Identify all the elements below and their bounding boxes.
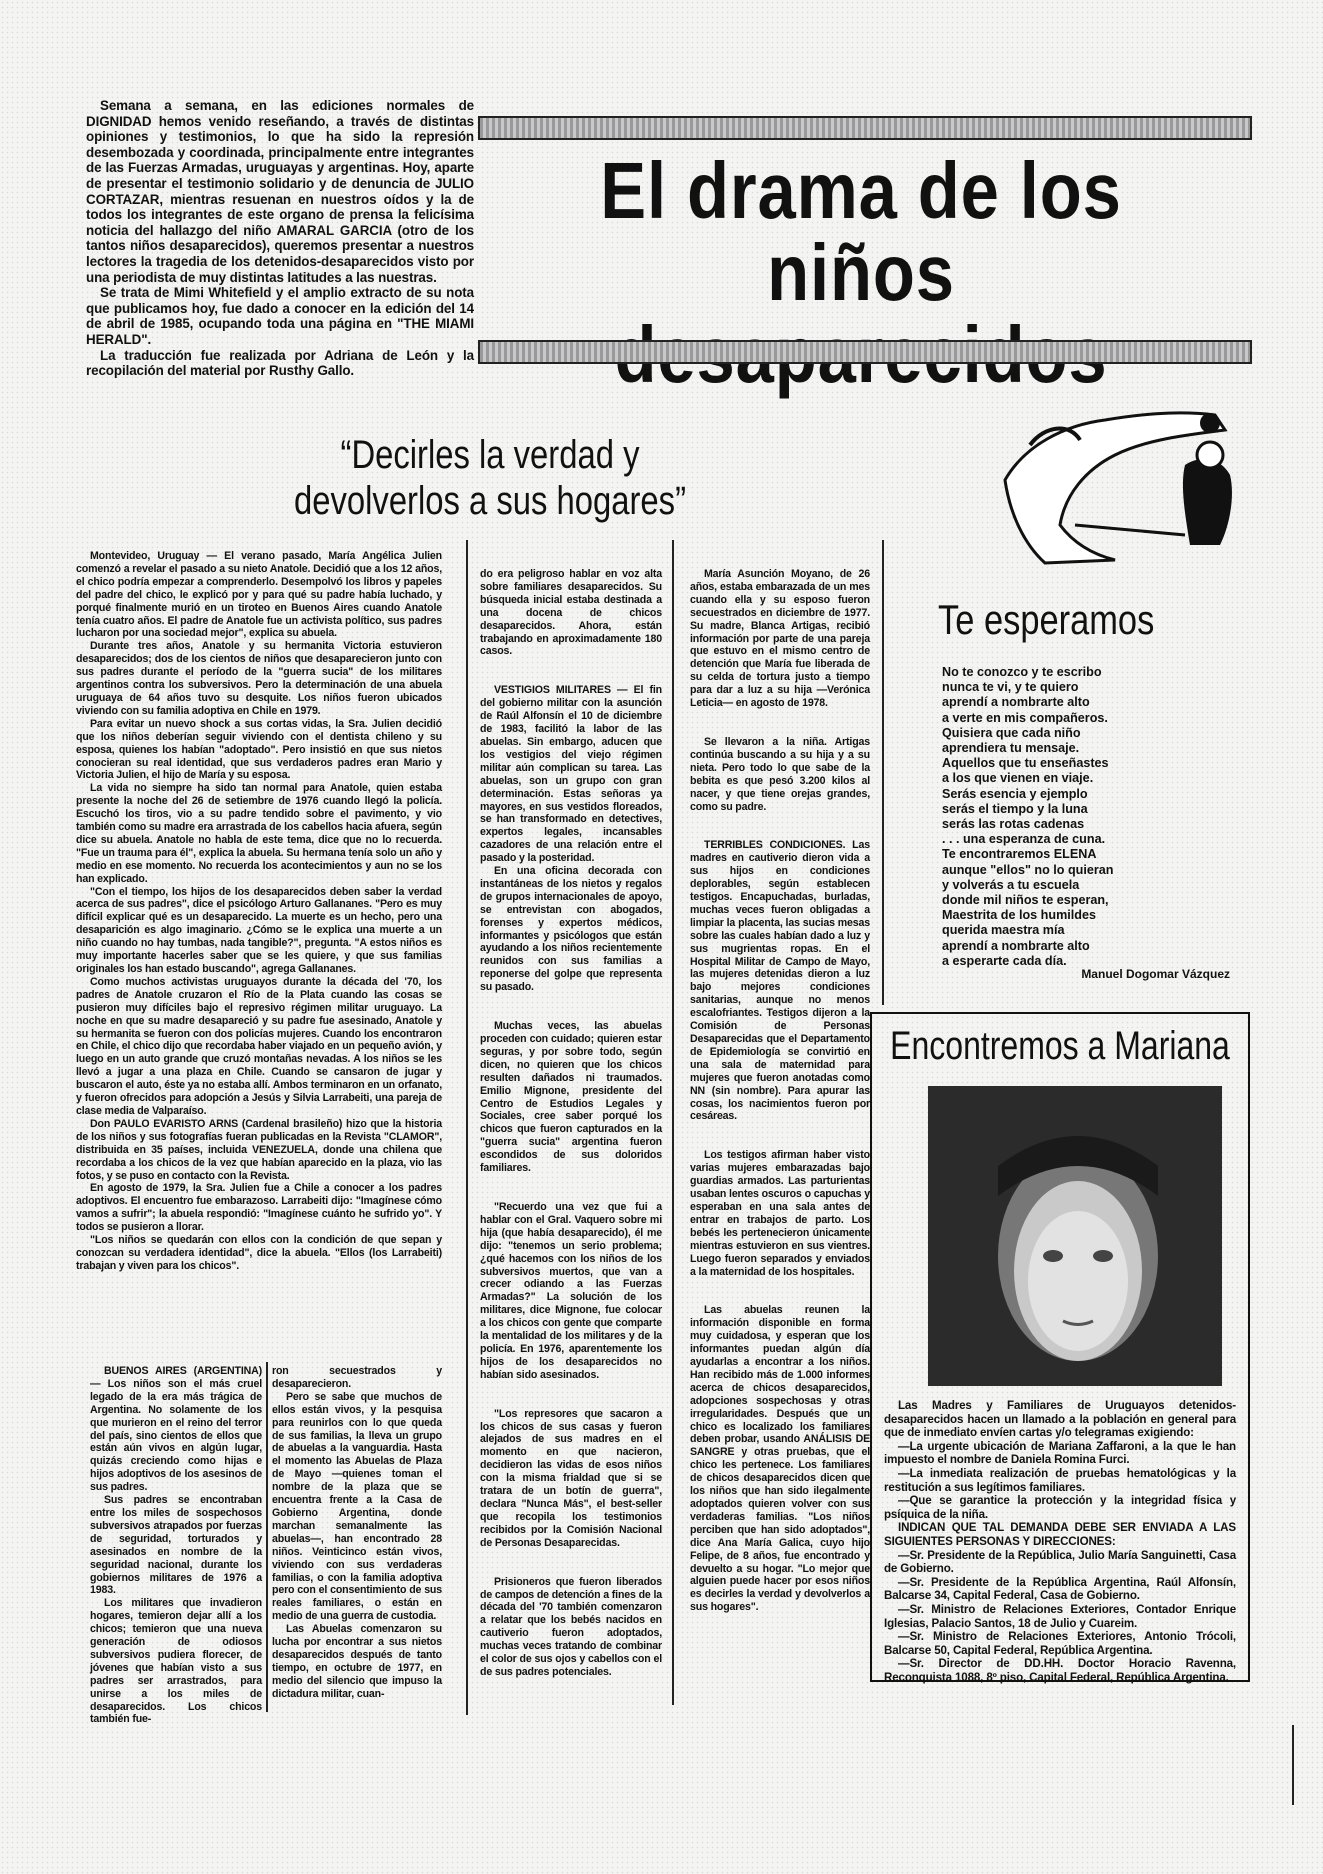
child-photo bbox=[928, 1086, 1222, 1386]
poem-line: a verte en mis compañeros. bbox=[942, 710, 1108, 725]
poem-line: serás las rotas cadenas bbox=[942, 817, 1085, 832]
article-column-3 bbox=[690, 568, 870, 1614]
article-paragraph: Don PAULO EVARISTO ARNS (Cardenal brasileño) hizo que la historia de los niños y sus fotografías fueran publicadas en la Revista "CLAMOR", distribuida en 35 países, incluida VENEZUELA, donde una chilena que recordaba a los chicos de la vez que habían aparecido en la plaza, vio las fotos, y se puso en contacto con la Revista. bbox=[76, 1117, 442, 1182]
intro-paragraph: Semana a semana, en las ediciones normales de DIGNIDAD hemos venido reseñando, a través de distintas opiniones y testimonios, lo que ha sido la represión desembozada y coordinada, principalmente entre integrantes de las Fuerzas Armadas, uruguayas y argentinas. Hoy, aparte de presentar el testimonio solidario y de denuncia de JULIO CORTAZAR, mientras resuenan en nuestros oídos y la de todos los integrantes de este organo de prensa la felicísima noticia del hallazgo del niño AMARAL GARCIA (otro de los tantos niños desaparecidos), queremos presentar a nuestros lectores la tragedia de los detenidos-desaparecidos visto por una periodista de muy distintas latitudes a las nuestras. bbox=[86, 98, 474, 285]
article-paragraph: Los militares que invadieron hogares, temieron dejar allí a los chicos; temieron que una nueva generación de odiosos subversivos pudiera florecer, de jóvenes que habían visto a sus padres ser arrastrados, para unirse a los miles de desaparecidos. Los chicos también fue- bbox=[90, 1597, 262, 1726]
poem-line: . . . una esperanza de cuna. bbox=[942, 832, 1106, 847]
mariana-paragraph: —La urgente ubicación de Mariana Zaffaroni, a la que le han impuesto el nombre de Daniela Romina Furci. bbox=[884, 1439, 1236, 1467]
article-paragraph: ron secuestrados y desaparecieron. bbox=[272, 1365, 442, 1390]
article-paragraph: Durante tres años, Anatole y su hermanita Victoria estuvieron desaparecidos; dos de los cientos de niños que desaparecieron junto con sus padres durante el período de la "guerra sucia" de los militares argentinos contra los subversivos. Pero la determinación de una abuela uruguaya de 64 años tuvo su desquite. Los niños fueron ubicados viviendo con su familia adoptiva en Chile en 1979. bbox=[76, 640, 442, 717]
article-paragraph: Montevideo, Uruguay — El verano pasado, María Angélica Julien comenzó a revelar el pasado a su nieto Anatole. Decidió que a los 12 años, el chico podría empezar a comprenderlo. Desempolvó los libros y papeles del padre del chico, le explicó por y para qué su padre había luchado, y porqué finalmente murió en un tiroteo en Buenos Aires cuando Anatole tenía cuatro años. El padre de Anatole fue un activista político, sus padres lucharon por una sociedad mejor", explica su abuela. bbox=[76, 550, 442, 640]
headline-line-1: El drama de los niños bbox=[600, 146, 1122, 317]
article-paragraph: "Recuerdo una vez que fui a hablar con el Gral. Vaquero sobre mi hija (que había desaparecido), él me dijo: "tenemos un serio problema; ¿qué hacemos con los niños de los subversivos muertos, que van a crecer odiando a las Fuerzas Armadas?" La solución de los militares, dice Mignone, fue colocar a los chicos con gente que comparte la mentalidad de los militares y de la policía. En 1976, aparentemente los hijos de los desaparecidos no habían sido asesinados. bbox=[480, 1200, 662, 1381]
article-paragraph: Pero se sabe que muchos de ellos están vivos, y la pesquisa para reunirlos con lo que queda de sus familias, la lleva un grupo de abuelas a la vanguardia. Hasta el momento las Abuelas de Plaza de Mayo —quienes toman el nombre de la plaza que se encuentra frente a la Casa de Gobierno Argentina, donde marchan semanalmente las abuelas—, han encontrado 28 niños. Veinticinco están vivos, viviendo con sus verdaderas familias, o con la familia adoptiva pero con el consentimiento de sus reales familiares, o están en medio de una guerra de custodia. bbox=[272, 1390, 442, 1623]
decorative-bar-bottom bbox=[478, 340, 1252, 364]
poem-author: Manuel Dogomar Vázquez bbox=[1081, 967, 1230, 981]
article-paragraph: BUENOS AIRES (ARGENTINA) — Los niños son el más cruel legado de la era más trágica de Argentina. No solamente de los que murieron en el reino del terror del país, sino cientos de ellos que están aún vivos en algún lugar, quizás creciendo como hijas e hijos adoptivos de los asesinos de sus padres. bbox=[90, 1365, 262, 1494]
decorative-bar-top bbox=[478, 116, 1252, 140]
mariana-paragraph: Las Madres y Familiares de Uruguayos detenidos-desaparecidos hacen un llamado a la población en general para que de inmediato envíen cartas y/o telegramas exigiendo: bbox=[884, 1399, 1236, 1440]
poem-line: donde mil niños te esperan, bbox=[942, 893, 1109, 908]
article-subcolumn-a bbox=[90, 1365, 262, 1726]
poem-line: nunca te vi, y te quiero bbox=[942, 680, 1079, 695]
mariana-paragraph: —Sr. Ministro de Relaciones Exteriores, Antonio Trócoli, Balcarse 50, Capital Federal, República Argentina. bbox=[884, 1630, 1236, 1657]
article-paragraph: En una oficina decorada con instantáneas de los nietos y regalos de grupos internacionales de apoyo, se entrevistan con abogados, forenses y expertos médicos, informantes y psicólogos que están ayudando a los niños recientemente reunidos con sus familias a reponerse del golpe que representa su pasado. bbox=[480, 865, 662, 994]
poem-line: Te encontraremos ELENA bbox=[942, 847, 1097, 862]
mariana-paragraph: —Sr. Presidente de la República, Julio María Sanguinetti, Casa de Gobierno. bbox=[884, 1548, 1236, 1576]
mariana-text bbox=[884, 1399, 1236, 1684]
mariana-paragraph: —Sr. Director de DD.HH. Doctor Horacio Ravenna, Reconquista 1088, 8º piso, Capital Federal, República Argentina. bbox=[884, 1657, 1236, 1684]
subheadline-line-1: “Decirles la verdad y bbox=[340, 433, 640, 477]
poem bbox=[942, 665, 1202, 969]
article-paragraph: "Con el tiempo, los hijos de los desaparecidos deben saber la verdad acerca de sus padres", dice el psicólogo Arturo Gallananes. "Pero es muy difícil explicar qué es un desaparecido. La muerte es un hecho, pero una desaparición es algo imaginario. ¿Cómo se le explica una muerte a un niño cuando no hay tumbas, nada tangible?", pregunta. "A estos niños es muy importante hacerles saber que se les quiere, y que sus familias originales los han estado buscando", agrega Gallananes. bbox=[76, 885, 442, 975]
poem-line: aunque "ellos" no lo quieran bbox=[942, 862, 1114, 877]
subheadline-line-2: devolverlos a sus hogares” bbox=[294, 479, 686, 523]
column-rule bbox=[266, 1362, 268, 1712]
article-paragraph: do era peligroso hablar en voz alta sobre familiares desaparecidos. Su búsqueda inicial estaba destinada a una docena de chicos desaparecidos. Ahora, están trabajando en aproximadamente 180 casos. bbox=[480, 568, 662, 658]
article-paragraph: VESTIGIOS MILITARES — El fin del gobierno militar con la asunción de Raúl Alfonsín el 10 de diciembre de 1983, facilitó la labor de las abuelas. Sin embargo, aducen que los vestigios del viejo régimen militar aún complican su tarea. Las abuelas, son un grupo con gran determinación. Estas señoras ya mayores, en sus vestidos floreados, se han transformado en detectives, expertos legales, incansables cazadores de una relación entre el pasado y la posteridad. bbox=[480, 684, 662, 865]
poem-line: a los que vienen en viaje. bbox=[942, 771, 1094, 786]
intro-paragraph: Se trata de Mimi Whitefield y el amplio extracto de su nota que publicamos hoy, fue dado a conocer en la edición del 14 de abril de 1985, ocupando toda una página en "THE MIAMI HERALD". bbox=[86, 285, 474, 347]
article-paragraph: TERRIBLES CONDICIONES. Las madres en cautiverio dieron vida a sus hijos en condiciones deplorables, según establecen testigos. Encapuchadas, burladas, muchas veces fueron obligadas a limpiar la placenta, las sucias mesas sobre las cuales habían dado a luz y sus mugrientas ropas. En el Hospital Militar de Campo de Mayo, las mujeres detenidas dieron a luz bajo mejores condiciones sanitarias, aunque no menos escalofriantes. Testigos dijeron a la Comisión de Personas Desaparecidas que el Departamento de Epidemiología se convirtió en una sala de maternidad para mujeres que fueron anotadas como NN (sin nombre). Para apurar las cosas, los nacimientos fueron por cesáreas. bbox=[690, 839, 870, 1123]
article-paragraph: Prisioneros que fueron liberados de campos de detención a fines de la década del '70 también comenzaron a relatar que los bebés nacidos en cautiverio fueron adoptados, muchas veces tratando de combinar el color de sus ojos y cabellos con el de sus padres potenciales. bbox=[480, 1575, 662, 1678]
article-paragraph: Sus padres se encontraban entre los miles de sospechosos subversivos atrapados por fuerzas de seguridad, torturados y asesinados en nombre de la seguridad nacional, durante los gobiernos militares de 1976 a 1983. bbox=[90, 1494, 262, 1597]
poem-line: No te conozco y te escribo bbox=[942, 665, 1102, 679]
article-column-2 bbox=[480, 568, 662, 1679]
mariana-paragraph: INDICAN QUE TAL DEMANDA DEBE SER ENVIADA A LAS SIGUIENTES PERSONAS Y DIRECCIONES: bbox=[884, 1521, 1236, 1548]
subheadline bbox=[252, 432, 728, 524]
poem-line: Quisiera que cada niño bbox=[942, 725, 1081, 740]
article-subcolumn-b bbox=[272, 1365, 442, 1701]
article-paragraph: Para evitar un nuevo shock a sus cortas vidas, la Sra. Julien decidió que los niños deberían seguir viviendo con el dentista chileno y su esposa, quienes los habían "adoptado". Pero insistió en que sus nietos conocieran su real identidad, que sus verdaderos padres eran Mario y Victoria Julien, el hijo de María y su esposa. bbox=[76, 717, 442, 782]
article-paragraph: "Los represores que sacaron a los chicos de sus casas y fueron alejados de sus madres en el momento en que nacieron, decidieron las vidas de esos niños con la misma frialdad que si se tratara de un botín de guerra", declara "Nunca Más", el best-seller que recopila los testimonios recibidos por la Comisión Nacional de Personas Desaparecidas. bbox=[480, 1407, 662, 1549]
mariana-paragraph: —Sr. Presidente de la República Argentina, Raúl Alfonsín, Balcarse 34, Capital Federal, Casa de Gobierno. bbox=[884, 1575, 1236, 1603]
mariana-title: Encontremos a Mariana bbox=[890, 1024, 1230, 1068]
mariana-paragraph: —Sr. Ministro de Relaciones Exteriores, Contador Enrique Iglesias, Palacio Santos, 18 de Julio y Cuareim. bbox=[884, 1602, 1236, 1630]
mariana-paragraph: —La inmediata realización de pruebas hematológicas y la restitución a sus legítimos familiares. bbox=[884, 1466, 1236, 1494]
article-paragraph: Se llevaron a la niña. Artigas continúa buscando a su hija y a su nieta. Pero todo lo que sabe de la bebita es que pesó 3.200 kilos al nacer, y que tiene orejas grandes, como su padre. bbox=[690, 735, 870, 813]
intro-paragraph: La traducción fue realizada por Adriana de León y la recopilación del material por Rusthy Gallo. bbox=[86, 347, 474, 379]
column-rule bbox=[466, 540, 468, 1715]
article-paragraph: En agosto de 1979, la Sra. Julien fue a Chile a conocer a los padres adoptivos. El encuentro fue embarazoso. Larrabeiti dijo: "Imagínese cómo vamos a sufrir"; la abuela respondió: "Imagínese cuánto he sufrido yo". Y todos se pusieron a llorar. bbox=[76, 1182, 442, 1234]
intro-text bbox=[86, 98, 474, 379]
poem-line: y volverás a tu escuela bbox=[942, 877, 1080, 892]
mariana-paragraph: —Que se garantice la protección y la integridad física y psíquica de la niña. bbox=[884, 1494, 1236, 1521]
article-paragraph: Los testigos afirman haber visto varias mujeres embarazadas bajo guardias armados. Las parturientas usaban lentes oscuros o capuchas y esperaban en una sala antes de entrar en trabajos de parto. Los bebés les pertenecieron únicamente mientras estuvieron en sus vientres. Luego fueron separados y enviados a la maternidad de los hospitales. bbox=[690, 1149, 870, 1278]
poem-line: aprendí a nombrarte alto bbox=[942, 695, 1090, 710]
poem-line: Maestrita de los humildes bbox=[942, 908, 1096, 923]
article-paragraph: "Los niños se quedarán con ellos con la condición de que sepan y conozcan su verdadera identidad", dice la abuela. "Ellos (los Larrabeiti) trabajan y viven para los chicos". bbox=[76, 1234, 442, 1272]
mother-child-illustration bbox=[985, 385, 1265, 570]
article-paragraph: La vida no siempre ha sido tan normal para Anatole, quien estaba presente la noche del 26 de setiembre de 1976 cuando llegó la policía. Escuchó los tiros, vio a su padre tendido sobre el pavimento, y vio también como su madre era arrastrada de los cabellos hacia afuera, según dice su abuela. Anatole no habla de este tema, dice que no lo recuerda. "Fue un trauma para él", explica la abuela. Su hermana tenía solo un año y medio en ese momento. No recuerda los acontecimientos y aun no se los han explicado. bbox=[76, 782, 442, 885]
poem-line: Aquellos que tu enseñastes bbox=[942, 756, 1109, 771]
poem-line: aprendiera tu mensaje. bbox=[942, 741, 1080, 756]
article-paragraph: Muchas veces, las abuelas proceden con cuidado; quieren estar seguras, y por sobre todo, según dicen, no quieren que los chicos resulten dañados ni traumados. Emilio Mignone, presidente del Centro de Estudios Legales y Sociales, cree saber porqué los chicos que fueron capturados en la "guerra sucia" argentina fueron escondidos de sus doloridos familiares. bbox=[480, 1020, 662, 1175]
mariana-box bbox=[870, 1012, 1250, 1682]
column-rule bbox=[672, 540, 674, 1705]
article-paragraph: Como muchos activistas uruguayos durante la década del '70, los padres de Anatole cruzaron el Río de la Plata cuando las cosas se pusieron muy difíciles bajo el represivo régimen militar uruguayo. La noche en que su madre desapareció y su padre fue asesinado, Anatole y su hermanita se fueron con dos policías mujeres. Cuando los encontraron en Chile, el chico dijo que recordaba haber viajado en un pequeño avión, y luego en un auto grande que cruzó montañas nevadas. A los niños se les llevó a jugar a una plaza en Chile. Cuando se cansaron de jugar y buscaron el auto, éste ya no estaba allí. Ambos terminaron en un orfanato, y fueron ofrecidos para adopción a Jesús y Silvia Larrabeiti, una pareja de clase media de Valparaíso. bbox=[76, 975, 442, 1117]
poem-line: Serás esencia y ejemplo bbox=[942, 786, 1088, 801]
poem-line: aprendí a nombrarte alto bbox=[942, 938, 1090, 953]
article-column-1 bbox=[76, 550, 442, 1273]
article-paragraph: Las abuelas reunen la información disponible en forma muy cuidadosa, y esperan que los informantes puedan algún día ayudarlas a encontrar a los niños. Han recibido más de 1.000 informes acerca de chicos desaparecidos, adopciones sospechosas y otras irregularidades. Después que un chico es localizado los familiares deben probar, usando ANÁLISIS DE SANGRE y otras pruebas, que el chico les pertenece. Los familiares de chicos desaparecidos dicen que los niños que han sido ilegalmente adoptados quieren volver con sus verdaderas familias. "Los niños perciben que han sido adoptados", dice Ana María Galica, cuyo hijo Felipe, de 8 años, fue encontrado y devuelto a su hogar. "Lo mejor que alguien puede hacer por esos niños es decirles la verdad y devolverlos a sus hogares". bbox=[690, 1304, 870, 1614]
column-rule bbox=[882, 540, 884, 1005]
poem-title: Te esperamos bbox=[938, 596, 1155, 643]
page-edge-mark bbox=[1292, 1725, 1294, 1805]
child-portrait bbox=[928, 1086, 1222, 1386]
article-paragraph: Las Abuelas comenzaron su lucha por encontrar a sus nietos desaparecidos después de tanto tiempo, en octubre de 1977, en medio del silencio que impuso la dictadura militar, cuan- bbox=[272, 1623, 442, 1700]
poem-line: serás el tiempo y la luna bbox=[942, 801, 1088, 816]
article-paragraph: María Asunción Moyano, de 26 años, estaba embarazada de un mes cuando ella y su esposo fueron secuestrados en diciembre de 1977. Su madre, Blanca Artigas, recibió información por parte de una pareja que estuvo en el mismo centro de detención que María fue liberada de su celda de tortura justo a tiempo para dar a luz a su hija —Verónica Leticia— en agosto de 1978. bbox=[690, 568, 870, 710]
poem-line: a esperarte cada día. bbox=[942, 953, 1067, 968]
poem-line: querida maestra mía bbox=[942, 923, 1065, 938]
